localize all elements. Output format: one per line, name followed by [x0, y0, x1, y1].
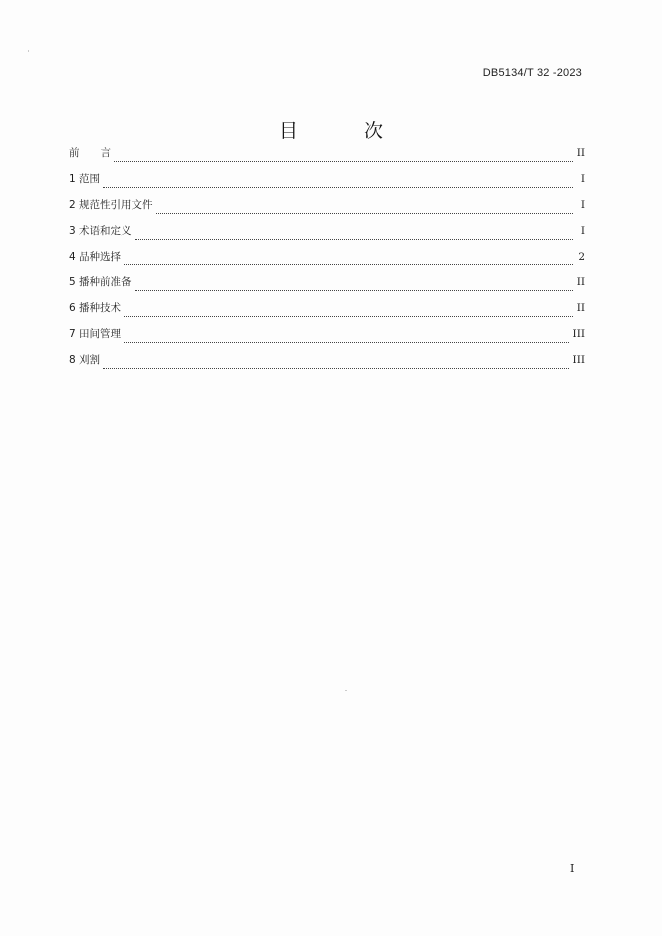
toc-entry-mowing[interactable] [69, 352, 585, 378]
toc-entry-label: 5 播种前准备 [69, 276, 132, 289]
toc-entry-page: II [576, 276, 585, 289]
toc-entry-label: 8 刈割 [69, 354, 101, 367]
dot-leader [103, 368, 569, 369]
page-number: I [570, 862, 575, 875]
toc-entry-page: I [580, 172, 585, 185]
toc-entry-page: III [572, 354, 585, 367]
toc-entry-label: 1 范围 [69, 172, 101, 185]
scan-speck [28, 50, 29, 52]
toc-entry-scope[interactable] [69, 171, 585, 197]
toc-entry-page: II [576, 302, 585, 315]
toc-title: 目 次 [278, 120, 414, 142]
dot-leader [135, 290, 573, 291]
toc-entry-field-management[interactable] [69, 326, 585, 352]
toc-entry-page: I [580, 198, 585, 211]
document-code: DB5134/T 32 -2023 [482, 67, 582, 79]
toc-entry-sowing-technique[interactable] [69, 300, 585, 326]
toc-entry-page: III [572, 328, 585, 341]
toc-entry-terms-definitions[interactable] [69, 223, 585, 249]
toc-entry-label: 前 言 [69, 147, 111, 159]
dot-leader [124, 342, 569, 343]
toc-entry-pre-sowing-preparation[interactable] [69, 274, 585, 300]
dot-leader [135, 239, 573, 240]
toc-entry-page: II [576, 147, 585, 159]
dot-leader [114, 161, 573, 162]
dot-leader [103, 187, 573, 188]
toc-entry-variety-selection[interactable] [69, 249, 585, 275]
dot-leader [156, 213, 573, 214]
toc-entry-page: 2 [578, 250, 585, 263]
toc-entry-label: 6 播种技术 [69, 302, 122, 315]
table-of-contents [69, 145, 585, 378]
toc-entry-normative-references[interactable] [69, 197, 585, 223]
dot-leader [124, 316, 573, 317]
scan-speck [345, 690, 347, 691]
toc-entry-label: 4 品种选择 [69, 250, 122, 263]
dot-leader [124, 264, 573, 265]
toc-entry-page: I [580, 224, 585, 237]
toc-entry-foreword[interactable] [69, 145, 585, 171]
toc-entry-label: 2 规范性引用文件 [69, 198, 153, 211]
toc-entry-label: 3 术语和定义 [69, 224, 132, 237]
toc-entry-label: 7 田间管理 [69, 328, 122, 341]
